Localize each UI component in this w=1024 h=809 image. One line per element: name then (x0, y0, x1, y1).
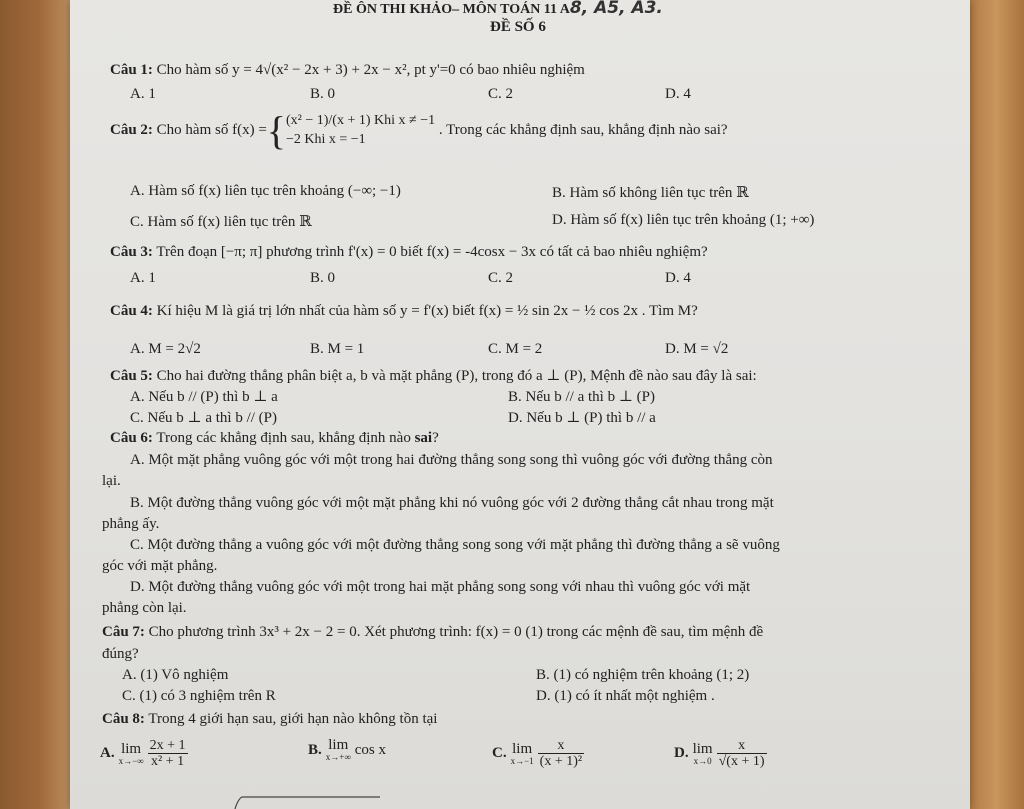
question-4-text: Kí hiệu M là giá trị lớn nhất của hàm số y = f'(x) biết f(x) = ½ sin 2x − ½ cos 2x . Tìm M? (156, 303, 698, 319)
q8-option-d (674, 738, 767, 770)
piecewise-brace: { (266, 107, 286, 153)
q7-option-b: B. (1) có nghiệm trên khoảng (1; 2) (536, 667, 750, 683)
q6-option-d-line2: phẳng còn lại. (102, 600, 187, 616)
piecewise-cases (286, 112, 435, 150)
question-3-text: Trên đoạn [−π; π] phương trình f'(x) = 0 biết f(x) = -4cosx − 3x có tất cả bao nhiêu nghiệm? (156, 244, 708, 260)
q8-option-c-label: C. (492, 745, 507, 762)
q7-option-a: A. (1) Vô nghiệm (122, 667, 229, 683)
q8-option-c (492, 738, 584, 770)
q5-option-b: B. Nếu b // a thì b ⊥ (P) (508, 389, 656, 405)
limit-a (119, 742, 144, 766)
lim-c-sub: x→−1 (510, 755, 534, 766)
question-7-text-cont: đúng? (102, 646, 139, 662)
question-6-bold: sai (414, 430, 433, 446)
q6-option-b-line2: phẳng ấy. (102, 516, 160, 532)
q2-option-b: B. Hàm số không liên tục trên ℝ (552, 185, 749, 201)
question-2-label: Câu 2: (110, 122, 153, 139)
exam-subtitle: ĐỀ SỐ 6 (490, 19, 546, 35)
question-6-label: Câu 6: (110, 430, 153, 446)
cutoff-fragment (230, 795, 390, 809)
q8-option-b-label: B. (308, 741, 322, 758)
q6-option-c-line1: C. Một đường thẳng a vuông góc với một đường thẳng song song với mặt phẳng thì đường thẳng a sẽ vuông (130, 537, 780, 553)
question-4-label: Câu 4: (110, 303, 153, 319)
q8-option-a (100, 738, 188, 770)
fraction-a (148, 738, 188, 770)
lim-d-sub: x→0 (693, 755, 712, 766)
q5-option-a: A. Nếu b // (P) thì b ⊥ a (130, 389, 278, 405)
q4-option-a: A. M = 2√2 (130, 341, 201, 357)
lim-b-sub: x→+∞ (325, 752, 351, 762)
q6-option-c-line2: góc với mặt phẳng. (102, 558, 218, 574)
question-1-text: Cho hàm số y = 4√(x² − 2x + 3) + 2x − x², pt y'=0 có bao nhiêu nghiệm (156, 62, 585, 78)
fraction-d-num: x (717, 738, 767, 754)
handwritten-classes: 8, A5, A3. (569, 0, 663, 18)
fraction-c-num: x (538, 738, 584, 754)
q2-option-a: A. Hàm số f(x) liên tục trên khoảng (−∞; −1) (130, 183, 401, 199)
fraction-a-den: x² + 1 (151, 754, 185, 770)
q4-option-b: B. M = 1 (310, 341, 365, 357)
exam-title-text: ĐỀ ÔN THI KHẢO– MÔN TOÁN 11 A (333, 2, 570, 17)
q6-option-d-line1: D. Một đường thẳng vuông góc với một trong hai mặt phẳng song song với nhau thì vuông góc với mặt (130, 579, 751, 595)
limit-c (511, 742, 534, 766)
question-2-lead: Cho hàm số f(x) = (156, 122, 267, 139)
question-1 (110, 62, 585, 79)
question-1-label: Câu 1: (110, 62, 153, 78)
wood-background-right (968, 0, 1024, 809)
q3-option-b: B. 0 (310, 270, 336, 286)
q5-option-c: C. Nếu b ⊥ a thì b // (P) (130, 410, 278, 426)
q6-option-b-line1: B. Một đường thẳng vuông góc với một mặt phẳng khi nó vuông góc với 2 đường thẳng cắt nhau trong mặt (130, 495, 774, 511)
question-6-text: Trong các khẳng định sau, khẳng định nào (156, 430, 411, 446)
question-3 (110, 244, 708, 261)
q6-option-a-line1: A. Một mặt phẳng vuông góc với một trong hai đường thẳng song song thì vuông góc với đường thẳng còn (130, 452, 773, 468)
limit-b (326, 738, 351, 762)
question-8-label: Câu 8: (102, 711, 145, 727)
q2-option-d: D. Hàm số f(x) liên tục trên khoảng (1; +∞) (552, 212, 815, 228)
lim-a-text: lim (121, 740, 142, 757)
lim-c-text: lim (512, 740, 533, 757)
q4-option-d: D. M = √2 (665, 341, 729, 357)
question-5-text: Cho hai đường thẳng phân biệt a, b và mặt phẳng (P), trong đó a ⊥ (P), Mệnh đề nào sau đây là sai: (156, 368, 757, 384)
q7-option-c: C. (1) có 3 nghiệm trên R (122, 688, 276, 704)
q2-option-c: C. Hàm số f(x) liên tục trên ℝ (130, 214, 312, 230)
question-5 (110, 366, 757, 385)
q1-option-a: A. 1 (130, 86, 156, 102)
fraction-d (717, 738, 767, 770)
piecewise-case-2: −2 Khi x = −1 (286, 131, 366, 147)
lim-b-text: lim (328, 737, 349, 753)
question-7 (102, 624, 763, 641)
question-6-end: ? (432, 430, 439, 446)
question-7-text: Cho phương trình 3x³ + 2x − 2 = 0. Xét phương trình: f(x) = 0 (1) trong các mệnh đề sau, tìm mệnh đề (148, 624, 764, 640)
question-4 (110, 303, 698, 320)
q5-option-d: D. Nếu b ⊥ (P) thì b // a (508, 410, 656, 426)
q7-option-d: D. (1) có ít nhất một nghiệm . (536, 688, 715, 704)
question-2-tail: . Trong các khẳng định sau, khẳng định nào sai? (438, 122, 728, 139)
q8-option-b (308, 738, 386, 762)
lim-a-sub: x→−∞ (118, 755, 144, 766)
q6-option-a-line2: lại. (102, 473, 121, 489)
q1-option-d: D. 4 (665, 86, 691, 102)
q4-option-c: C. M = 2 (488, 341, 543, 357)
q8-option-d-label: D. (674, 745, 689, 762)
limit-b-expr: cos x (354, 741, 387, 758)
q1-option-b: B. 0 (310, 86, 336, 102)
q1-option-c: C. 2 (488, 86, 514, 102)
fraction-c-den: (x + 1)² (539, 754, 583, 770)
question-7-label: Câu 7: (102, 624, 145, 640)
lim-d-text: lim (692, 740, 713, 757)
q3-option-a: A. 1 (130, 270, 156, 286)
question-5-label: Câu 5: (110, 368, 153, 384)
limit-d (693, 742, 713, 766)
exam-title (333, 0, 663, 18)
question-8 (102, 711, 437, 728)
question-8-text: Trong 4 giới hạn sau, giới hạn nào không tồn tại (148, 711, 438, 727)
fraction-d-den: √(x + 1) (718, 754, 765, 770)
question-6 (110, 430, 439, 447)
q8-option-a-label: A. (100, 745, 115, 762)
piecewise-case-1: (x² − 1)/(x + 1) Khi x ≠ −1 (286, 113, 436, 128)
fraction-c (538, 738, 584, 770)
question-3-label: Câu 3: (110, 244, 153, 260)
q3-option-d: D. 4 (665, 270, 691, 286)
exam-paper (70, 0, 970, 809)
question-2 (110, 107, 728, 153)
q3-option-c: C. 2 (488, 270, 514, 286)
fraction-a-num: 2x + 1 (149, 738, 186, 753)
